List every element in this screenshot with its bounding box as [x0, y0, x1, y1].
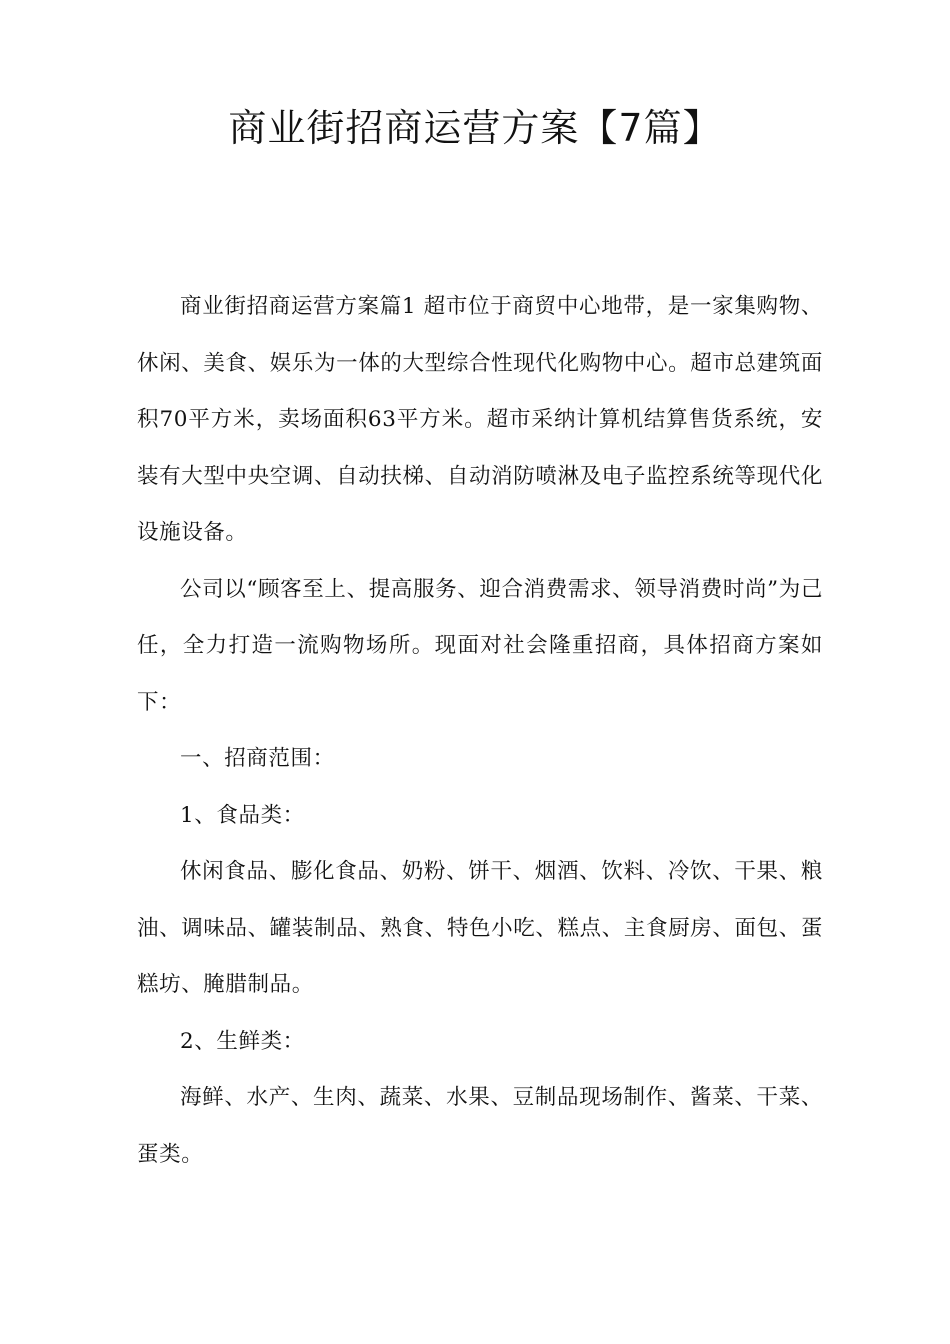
- subheading-fresh: 2、生鲜类：: [180, 1028, 305, 1054]
- paragraph-company: 公司以“顾客至上、提高服务、迎合消费需求、领导消费时尚”为己任，全力打造一流购物场所。现面对社会隆重招商，具体招商方案如下：: [137, 576, 823, 715]
- paragraph-intro: 商业街招商运营方案篇1 超市位于商贸中心地带，是一家集购物、休闲、美食、娱乐为一体的大型综合性现代化购物中心。超市总建筑面积70平方米，卖场面积63平方米。超市采纳计算机结算售货系统，安装有大型中央空调、自动扶梯、自动消防喷淋及电子监控系统等现代化设施设备。: [137, 294, 823, 545]
- paragraph-fresh-items: 海鲜、水产、生肉、蔬菜、水果、豆制品现场制作、酱菜、干菜、蛋类。: [137, 1085, 823, 1167]
- section-heading-scope: 一、招商范围：: [180, 746, 335, 771]
- document-title: 商业街招商运营方案【7篇】: [228, 106, 722, 150]
- paragraph-food-items: 休闲食品、膨化食品、奶粉、饼干、烟酒、饮料、冷饮、干果、粮油、调味品、罐装制品、熟食、特色小吃、糕点、主食厨房、面包、蛋糕坊、腌腊制品。: [137, 859, 823, 997]
- subheading-food: 1、食品类：: [180, 802, 305, 828]
- document-body: [137, 279, 823, 1183]
